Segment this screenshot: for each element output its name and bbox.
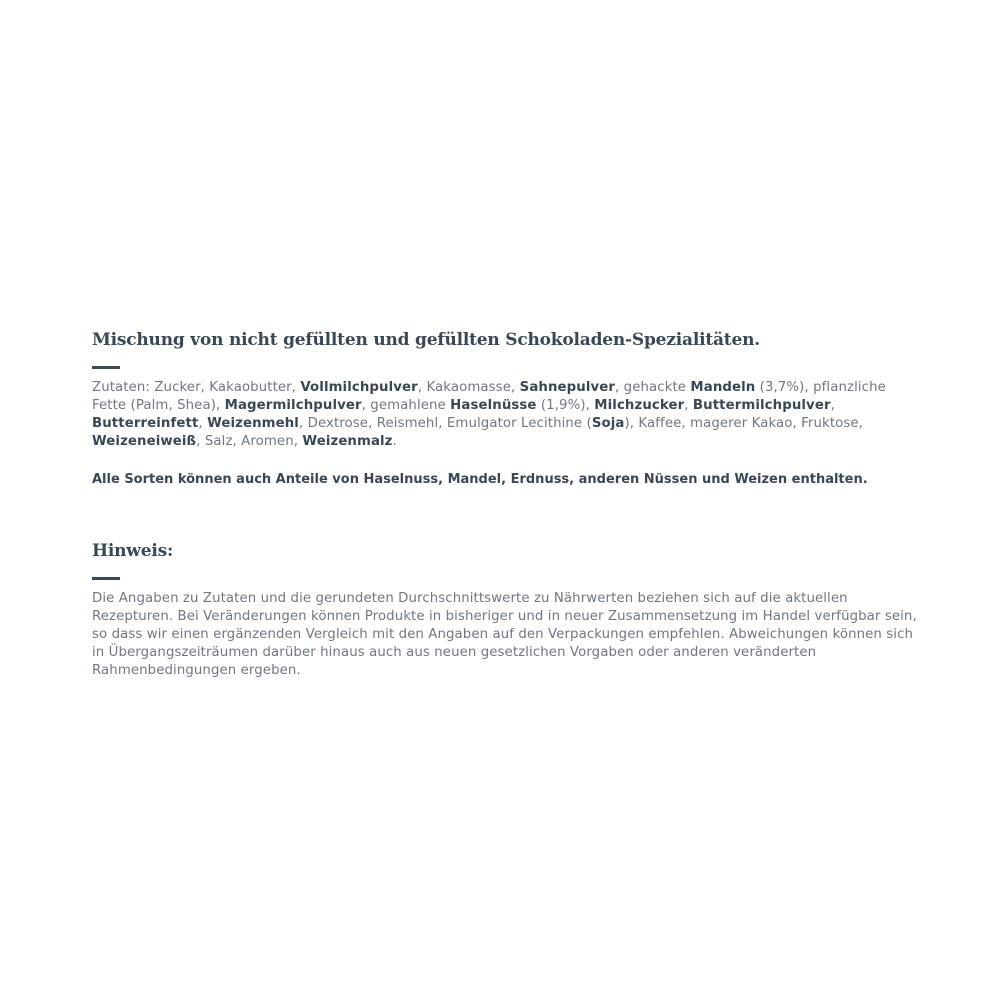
allergen-ingredient: Magermilchpulver bbox=[224, 398, 362, 413]
allergen-ingredient: Weizeneiweiß bbox=[92, 434, 197, 449]
ingredient-text: , Kakaomasse, bbox=[417, 380, 520, 395]
allergen-ingredient: Vollmilchpulver bbox=[300, 380, 418, 395]
allergen-ingredient: Sahnepulver bbox=[519, 380, 616, 395]
notice-section bbox=[92, 537, 922, 680]
product-info-content bbox=[92, 326, 922, 680]
heading-divider bbox=[92, 366, 120, 369]
heading-divider bbox=[92, 577, 120, 580]
allergen-ingredient: Butterreinfett bbox=[92, 416, 199, 431]
allergen-ingredient: Weizenmalz bbox=[302, 434, 393, 449]
notice-heading: Hinweis: bbox=[92, 541, 174, 561]
allergen-ingredient: Weizenmehl bbox=[207, 416, 299, 431]
ingredient-text: . bbox=[392, 434, 397, 449]
ingredient-text: , Dextrose, Reismehl, Emulgator Lecithine ( bbox=[298, 416, 592, 431]
ingredients-section bbox=[92, 326, 922, 489]
ingredient-text: , gemahlene bbox=[361, 398, 451, 413]
ingredient-text: , bbox=[684, 398, 693, 413]
ingredient-text: (1,9%), bbox=[536, 398, 595, 413]
allergen-note: Alle Sorten können auch Anteile von Haselnuss, Mandel, Erdnuss, anderen Nüssen und Weizen enthalten. bbox=[92, 472, 868, 487]
allergen-ingredient: Soja bbox=[591, 416, 625, 431]
ingredient-text: , bbox=[198, 416, 208, 431]
allergen-ingredient: Milchzucker bbox=[594, 398, 685, 413]
ingredient-text: Zutaten: Zucker, Kakaobutter, bbox=[92, 380, 301, 395]
ingredient-text: (3,7%), pflanzliche Fette (Palm, Shea), bbox=[92, 380, 886, 413]
allergen-ingredient: Buttermilchpulver bbox=[692, 398, 831, 413]
ingredient-text: , bbox=[830, 398, 835, 413]
ingredient-text: , gehackte bbox=[615, 380, 691, 395]
ingredient-text: ), Kaffee, magerer Kakao, Fruktose, bbox=[624, 416, 864, 431]
ingredient-text: , Salz, Aromen, bbox=[196, 434, 303, 449]
ingredients-text bbox=[92, 379, 922, 451]
allergen-ingredient: Haselnüsse bbox=[450, 398, 537, 413]
notice-text: Die Angaben zu Zutaten und die gerundeten Durchschnittswerte zu Nährwerten beziehen sich auf die aktuellen Rezepturen. Bei Veränderungen können Produkte in bisheriger und in neuer Zusammensetzung im Handel verfügbar sein, so dass wir einen ergänzenden Vergleich mit den Angaben auf den Verpackungen empfehlen. Abweichungen können sich in Übergangszeiträumen darüber hinaus auch aus neuen gesetzlichen Vorgaben oder anderen veränderten Rahmenbedingungen ergeben. bbox=[92, 591, 917, 678]
product-description-heading: Mischung von nicht gefüllten und gefüllten Schokoladen-Spezialitäten. bbox=[92, 330, 760, 350]
allergen-ingredient: Mandeln bbox=[690, 380, 756, 395]
